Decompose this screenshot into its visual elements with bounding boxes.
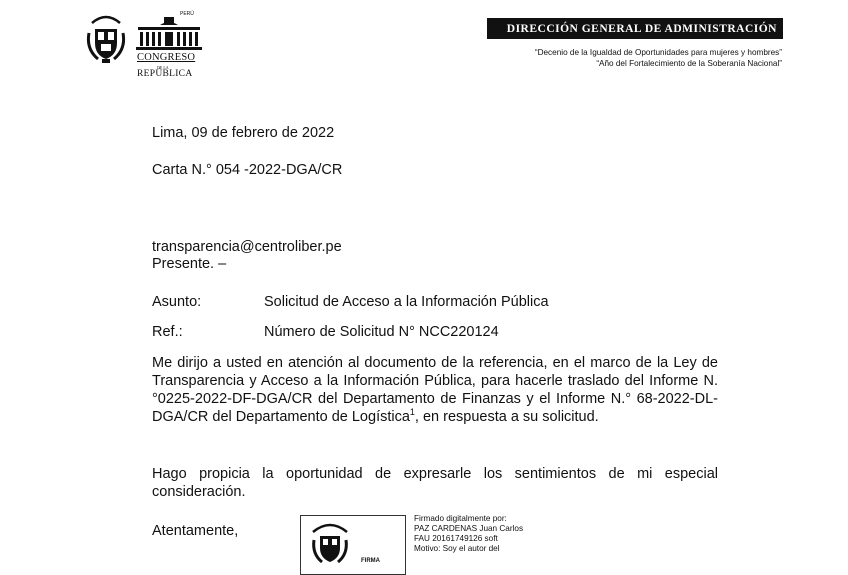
decenio-line-1: “Decenio de la Igualdad de Oportunidades para mujeres y hombres”	[534, 48, 782, 57]
congress-de-label: DE LA	[157, 65, 169, 70]
digital-signature-stamp	[300, 515, 406, 575]
footnote-marker: 1	[409, 407, 415, 418]
department-title: DIRECCIÓN GENERAL DE ADMINISTRACIÓN	[506, 22, 777, 35]
signature-line-3: FAU 20161749126 soft	[414, 534, 498, 543]
decenio-line-2: “Año del Fortalecimiento de la Soberanía Nacional”	[596, 59, 782, 68]
signature-line-1: Firmado digitalmente por:	[414, 514, 507, 523]
ref-value: Número de Solicitud N° NCC220124	[264, 324, 499, 340]
digital-signature-text	[414, 514, 523, 554]
decenio-text	[440, 47, 782, 69]
body-paragraph-1-end: , en respuesta a su solicitud.	[414, 409, 599, 425]
department-header-bar	[487, 18, 783, 39]
congress-building-icon	[136, 15, 202, 51]
body-paragraph-1	[152, 354, 718, 426]
congress-word: CONGRESO	[137, 52, 196, 63]
signature-line-2: PAZ CARDENAS Juan Carlos	[414, 524, 524, 533]
body-paragraph-2: Hago propicia la oportunidad de expresarle los sentimientos de mi especial consideración.	[152, 466, 718, 500]
signature-stamp-label: FIRMA	[361, 558, 380, 564]
congress-republic-word: REPÚBLICA	[137, 69, 193, 79]
closing: Atentamente,	[152, 523, 239, 539]
subject-label: Asunto:	[152, 294, 202, 310]
ref-label: Ref.:	[152, 324, 183, 340]
subject-value: Solicitud de Acceso a la Información Pública	[264, 294, 549, 310]
body-paragraph-1-text: Me dirijo a usted en atención al documento de la referencia, en el marco de la Ley de Transparencia y Acceso a la Información Pública, para hacerle traslado del Informe N.°0225-2022-DF-DGA/CR del Departamento de Finanzas y el Informe N.° 68-2022-DL-DGA/CR del Departamento de Logística	[152, 355, 718, 425]
signature-line-4: Motivo: Soy el autor del	[414, 544, 500, 553]
congress-logo	[134, 11, 204, 77]
place-date: Lima, 09 de febrero de 2022	[152, 125, 335, 141]
recipient-email: transparencia@centroliber.pe	[152, 239, 342, 255]
recipient-present: Presente. –	[152, 256, 227, 272]
letter-number: Carta N.° 054 -2022-DGA/CR	[152, 162, 343, 178]
peru-coat-of-arms-seal	[86, 13, 126, 69]
signature-seal-icon	[307, 520, 353, 566]
congress-logo-peru-label: PERÚ	[180, 11, 194, 17]
